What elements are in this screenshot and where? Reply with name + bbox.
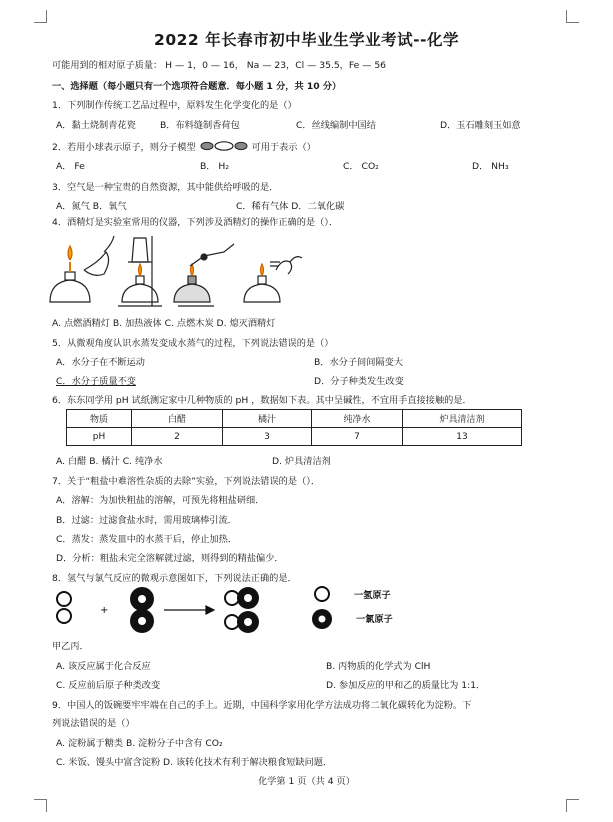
q6-options-abc: A. 白醋 B. 橘汁 C. 纯净水	[56, 456, 163, 467]
q8-option-b: B. 丙物质的化学式为 ClH	[326, 661, 431, 672]
legend-cl-atom-icon	[312, 609, 332, 629]
q2-stem	[52, 141, 316, 154]
q4-stem: 4．酒精灯是实验室常用的仪器，下列涉及酒精灯的操作正确的是（）．	[52, 217, 339, 228]
q2-option-c: C． CO₂	[343, 161, 379, 172]
q2-option-a: A． Fe	[56, 161, 85, 172]
q9-options-cd: C. 米饭、馒头中富含淀粉 D. 该转化技术有利于解决粮食短缺问题．	[56, 757, 333, 768]
plus-sign: +	[100, 605, 109, 616]
hcl-molecule-1	[225, 587, 259, 609]
q2-stem-text: 2．若用小球表示原子，则分子模型	[52, 142, 196, 153]
q2-option-b: B． H₂	[200, 161, 230, 172]
q1-stem: 1．下列制作传统工艺品过程中，原料发生化学变化的是（）	[52, 100, 297, 111]
q5-option-c: C．水分子质量不变	[56, 376, 136, 387]
table-cell: 橘汁	[223, 410, 312, 428]
h2-molecule	[57, 592, 71, 623]
table-row	[67, 410, 522, 428]
q9-stem-line2: 列说法错误的是（）	[52, 718, 135, 729]
atomic-masses: 可能用到的相对原子质量： H — 1，0 — 16， Na — 23，Cl — 35.5，Fe — 56	[52, 60, 387, 71]
q1-option-d: D．玉石雕刻玉如意	[440, 120, 521, 131]
hcl-molecule-2	[225, 611, 259, 633]
q3-options-ab: A．氮气 B．氧气	[56, 201, 127, 212]
table-cell: 7	[312, 428, 403, 446]
q6-stem: 6．东东同学用 pH 试纸测定家中几种物质的 pH ，数据如下表。其中呈碱性，不宜用手直接接触的是．	[52, 395, 472, 406]
q1-option-b: B．布料缝制香荷包	[160, 120, 240, 131]
page-footer: 化学第 1 页（共 4 页）	[258, 776, 355, 787]
q7-stem: 7．关于“粗盐中难溶性杂质的去除”实验，下列说法错误的是（）．	[52, 476, 321, 487]
legend-hydrogen-label: 一氢原子	[354, 590, 391, 601]
q5-option-b: B．水分子间间隔变大	[314, 357, 403, 368]
table-cell: 2	[132, 428, 223, 446]
q9-options-ab: A. 淀粉属于糖类 B. 淀粉分子中含有 CO₂	[56, 738, 223, 749]
section-1-title: 一、选择题（每小题只有一个选项符合题意．每小题 1 分，共 10 分）	[52, 81, 342, 92]
table-cell: 13	[403, 428, 522, 446]
q7-option-d: D．分析：粗盐未完全溶解就过滤，则得到的精盐偏少．	[56, 553, 284, 564]
q2-option-d: D． NH₃	[472, 161, 509, 172]
table-cell: 物质	[67, 410, 132, 428]
q3-stem: 3．空气是一种宝贵的自然资源，其中能供给呼吸的是．	[52, 182, 279, 193]
q1-option-a: A．黏土烧制青花瓷	[56, 120, 136, 131]
cl2-molecule	[130, 587, 154, 633]
page-title: 2022 年长春市初中毕业生学业考试--化学	[154, 31, 459, 49]
q5-option-d: D．分子种类发生改变	[314, 376, 404, 387]
q4-options: A. 点燃酒精灯 B. 加热液体 C. 点燃木炭 D. 熄灭酒精灯	[52, 318, 276, 329]
q6-option-d: D. 炉具清洁剂	[272, 456, 331, 467]
crop-mark-top-right	[566, 10, 579, 23]
q5-stem: 5．从微观角度认识水蒸发变成水蒸气的过程，下列说法错误的是（）	[52, 338, 334, 349]
q7-option-b: B．过滤：过滤食盐水时，需用玻璃棒引流．	[56, 515, 237, 526]
q9-stem-line1: 9．中国人的饭碗要牢牢端在自己的手上。近期，中国科学家用化学方法成功将二氧化碳转化为淀粉。下	[52, 700, 472, 711]
legend-h-atom-icon	[315, 587, 329, 601]
crop-mark-bottom-right	[566, 799, 579, 812]
reaction-arrow	[164, 606, 214, 614]
q8-species-labels: 甲乙丙．	[52, 641, 89, 652]
q2-stem-tail: 可用于表示（）	[251, 142, 316, 153]
q3-options-cd: C．稀有气体 D．二氧化碳	[236, 201, 345, 212]
q8-stem: 8．氢气与氯气反应的微观示意图如下，下列说法正确的是．	[52, 573, 297, 584]
table-cell: 纯净水	[312, 410, 403, 428]
crop-mark-bottom-left	[34, 799, 47, 812]
table-cell: 3	[223, 428, 312, 446]
figure-b-heating-liquid	[118, 236, 162, 306]
q8-option-d: D. 参加反应的甲和乙的质量比为 1:1．	[326, 680, 486, 691]
figure-c-lighting-charcoal	[174, 244, 234, 306]
table-cell: 白醋	[132, 410, 223, 428]
crop-mark-top-left	[34, 10, 47, 23]
q8-option-c: C. 反应前后原子种类改变	[56, 680, 161, 691]
q5-option-a: A．水分子在不断运动	[56, 357, 145, 368]
q8-option-a: A. 该反应属于化合反应	[56, 661, 151, 672]
table-cell: 炉具清洁剂	[403, 410, 522, 428]
figure-d-extinguishing-lamp	[244, 257, 302, 302]
molecule-model-icon	[199, 141, 249, 151]
table-cell: pH	[67, 428, 132, 446]
q7-option-c: C．蒸发：蒸发皿中的水蒸干后，停止加热．	[56, 534, 237, 545]
q1-option-c: C．丝线编制中国结	[296, 120, 376, 131]
alcohol-lamp-figure	[44, 232, 344, 310]
ph-table	[66, 409, 522, 446]
table-row	[67, 428, 522, 446]
q7-option-a: A．溶解：为加快粗盐的溶解，可预先将粗盐研细．	[56, 495, 265, 506]
legend-chlorine-label: 一氯原子	[356, 614, 393, 625]
reaction-diagram	[52, 585, 352, 635]
figure-a-lighting-lamp	[50, 236, 114, 302]
